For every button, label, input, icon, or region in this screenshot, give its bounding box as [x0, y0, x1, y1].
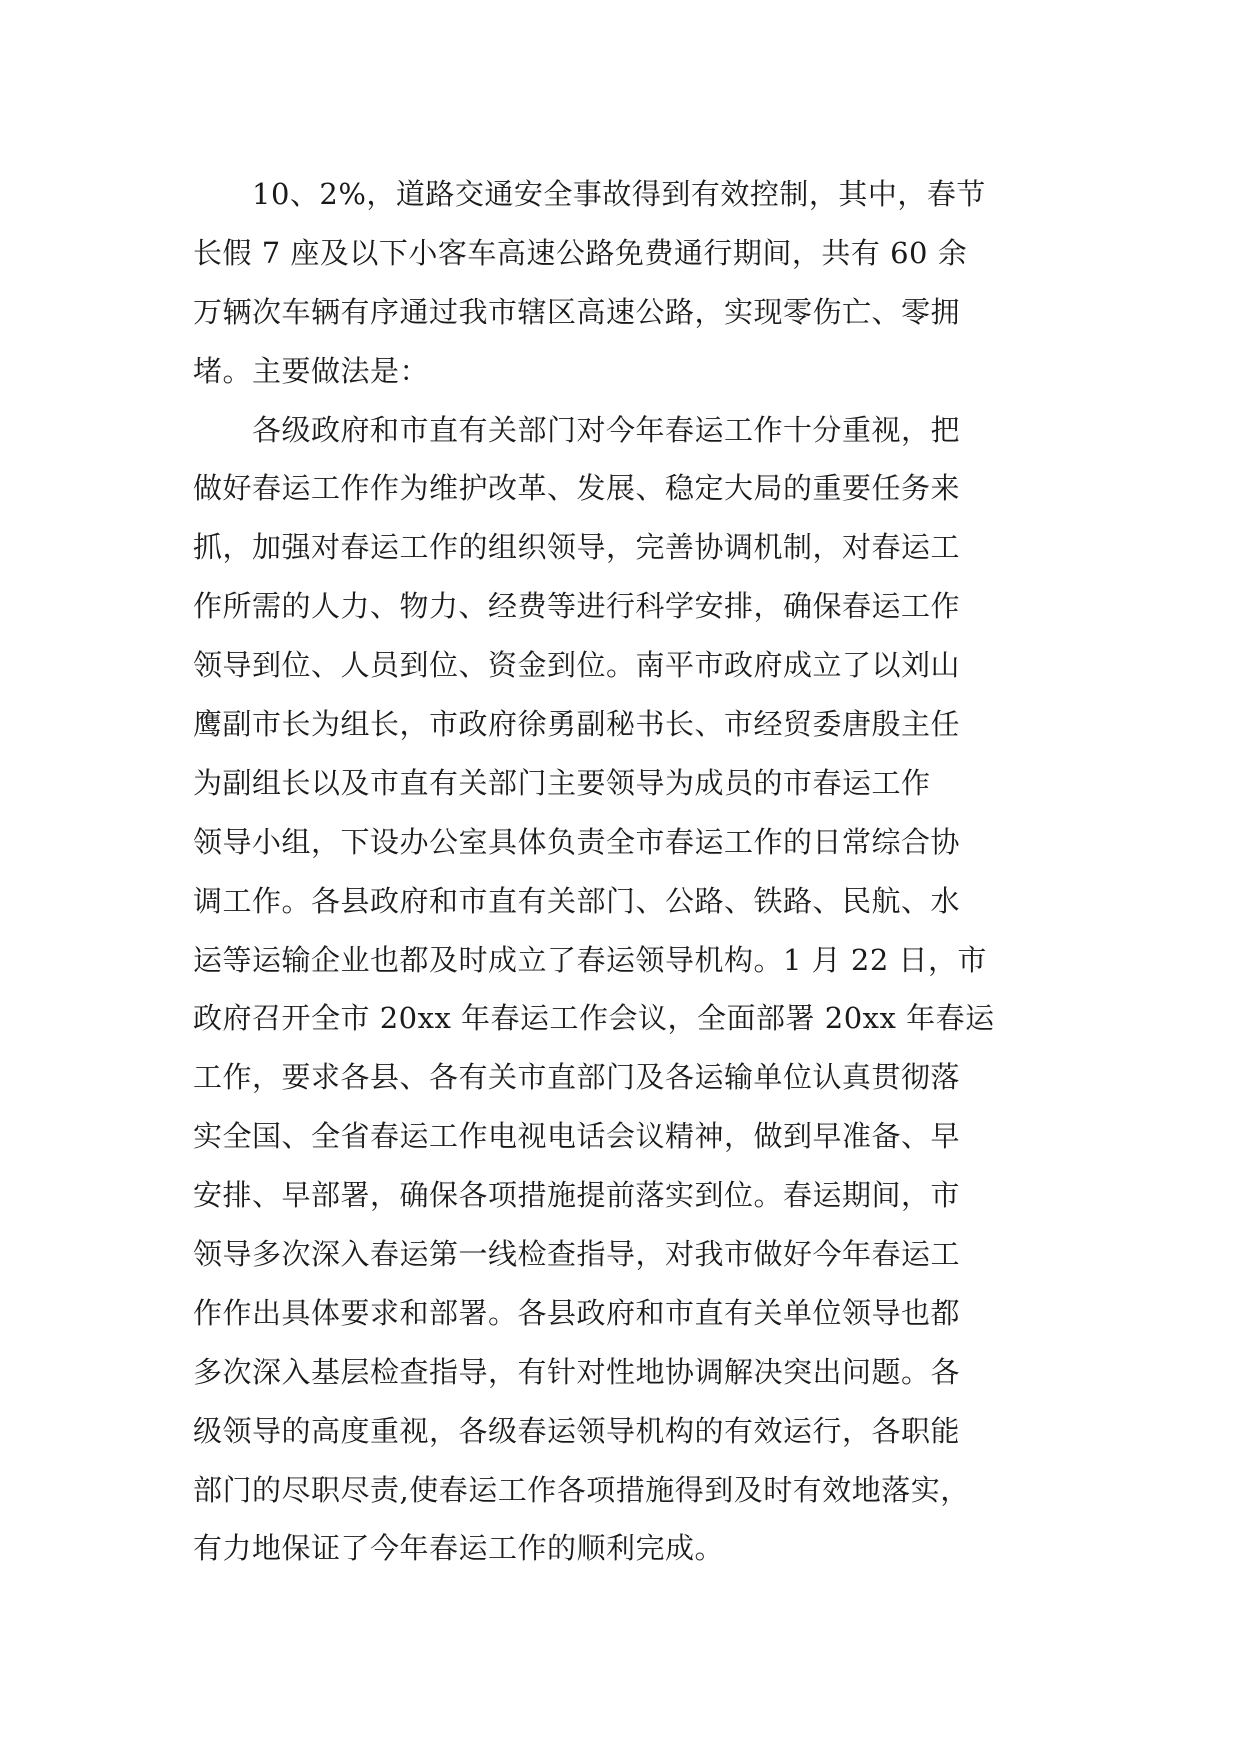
- text-line: 工作，要求各县、各有关市直部门及各运输单位认真贯彻落: [193, 1060, 961, 1095]
- text-line: 鹰副市长为组长，市政府徐勇副秘书长、市经贸委唐殷主任: [193, 707, 961, 742]
- text-line: 万辆次车辆有序通过我市辖区高速公路，实现零伤亡、零拥: [193, 294, 961, 329]
- text-line: 抓，加强对春运工作的组织领导，完善协调机制，对春运工: [193, 530, 961, 565]
- text-line: 安排、早部署，确保各项措施提前落实到位。春运期间，市: [193, 1178, 961, 1213]
- text-line: 领导小组，下设办公室具体负责全市春运工作的日常综合协: [193, 824, 961, 859]
- text-line: 实全国、全省春运工作电视电话会议精神，做到早准备、早: [193, 1119, 961, 1154]
- text-line: 领导到位、人员到位、资金到位。南平市政府成立了以刘山: [193, 648, 961, 683]
- text-line: 运等运输企业也都及时成立了春运领导机构。1 月 22 日，市: [193, 942, 988, 977]
- text-line: 多次深入基层检查指导，有针对性地协调解决突出问题。各: [193, 1354, 961, 1389]
- text-line: 10、2%，道路交通安全事故得到有效控制，其中，春节: [193, 177, 986, 211]
- text-line: 政府召开全市 20xx 年春运工作会议，全面部署 20xx 年春运: [193, 1001, 995, 1036]
- text-line: 领导多次深入春运第一线检查指导，对我市做好今年春运工: [193, 1237, 961, 1272]
- body-text: [193, 165, 1053, 1578]
- text-line: 为副组长以及市直有关部门主要领导为成员的市春运工作: [193, 765, 931, 800]
- text-line: 调工作。各县政府和市直有关部门、公路、铁路、民航、水: [193, 883, 961, 918]
- text-line: 部门的尽职尽责,使春运工作各项措施得到及时有效地落实，: [193, 1472, 970, 1507]
- text-line: 作作出具体要求和部署。各县政府和市直有关单位领导也都: [193, 1295, 961, 1330]
- text-line: 做好春运工作作为维护改革、发展、稳定大局的重要任务来: [193, 471, 961, 506]
- text-line: 各级政府和市直有关部门对今年春运工作十分重视，把: [193, 412, 961, 447]
- text-line: 作所需的人力、物力、经费等进行科学安排，确保春运工作: [193, 589, 961, 624]
- text-line: 堵。主要做法是：: [193, 353, 430, 388]
- text-line: 长假 7 座及以下小客车高速公路免费通行期间，共有 60 余: [193, 235, 968, 270]
- text-line: 级领导的高度重视，各级春运领导机构的有效运行，各职能: [193, 1413, 961, 1448]
- text-line: 有力地保证了今年春运工作的顺利完成。: [193, 1531, 725, 1566]
